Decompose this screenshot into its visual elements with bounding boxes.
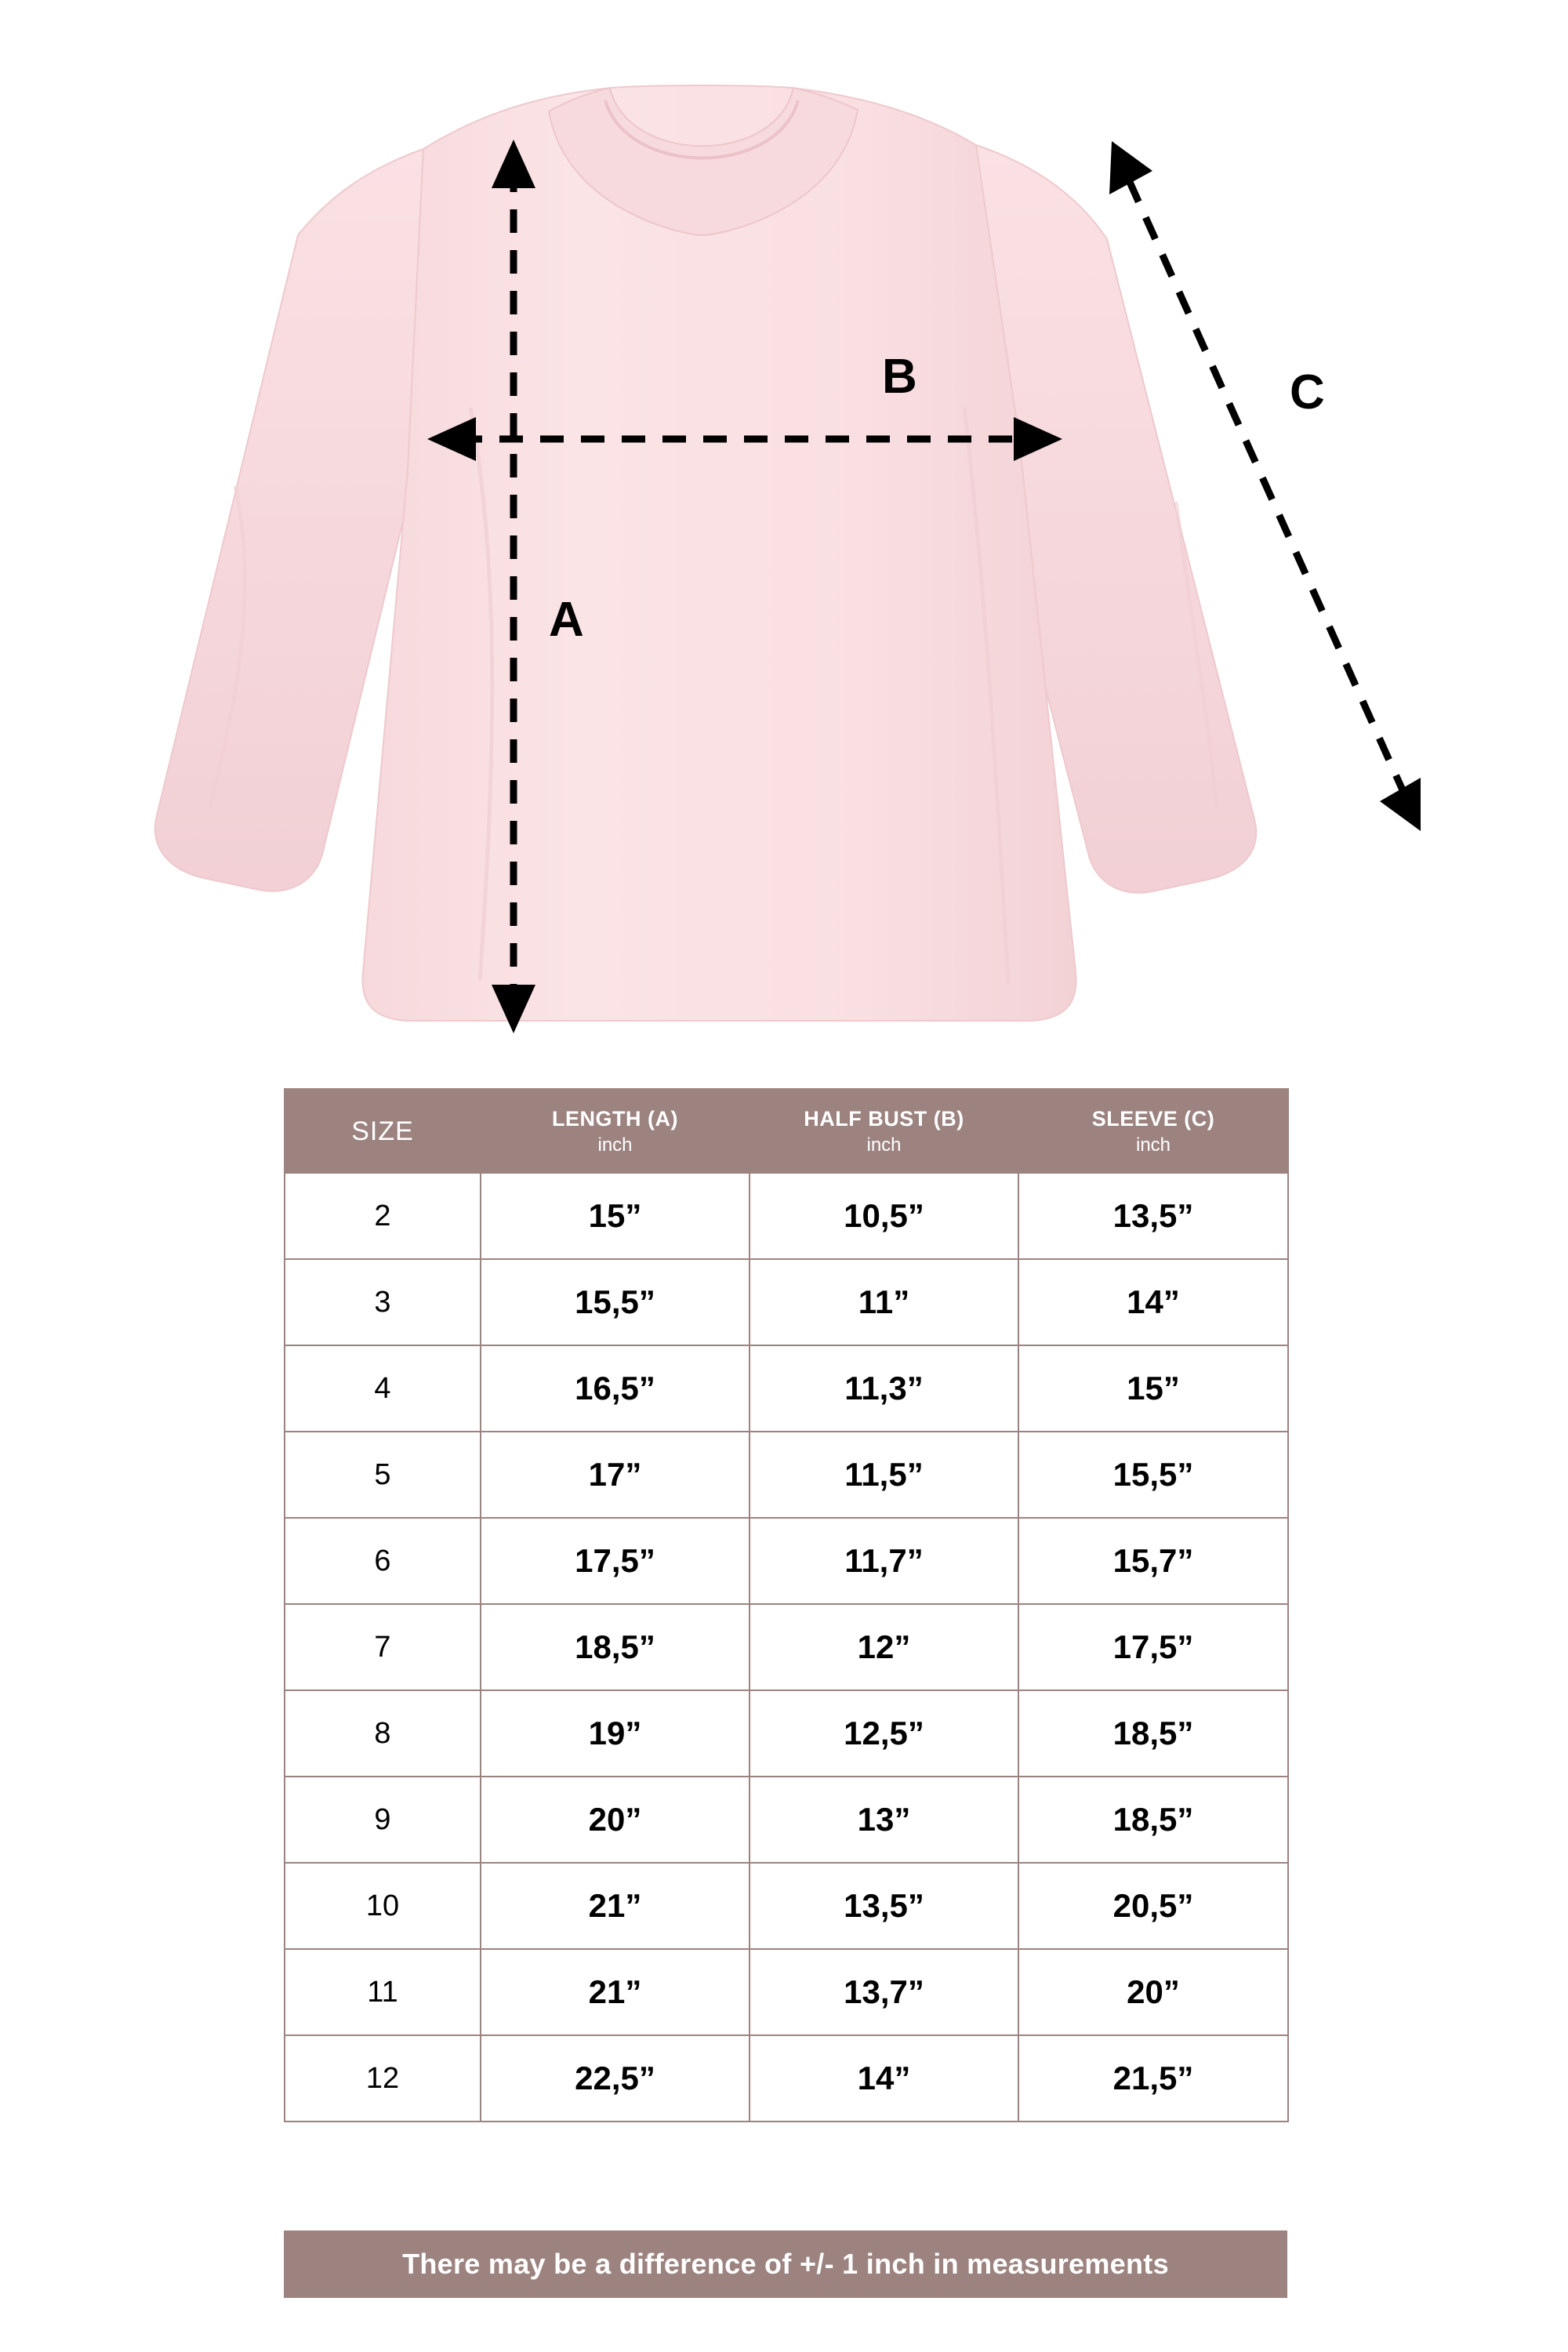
header-length [481,1089,750,1173]
cell-size: 10 [285,1863,481,1949]
cell-length: 21” [481,1863,750,1949]
header-half-bust-main: HALF BUST (B) [804,1107,964,1131]
cell-half-bust: 11” [750,1259,1018,1345]
cell-length: 18,5” [481,1604,750,1690]
cell-size: 9 [285,1777,481,1863]
cell-length: 15,5” [481,1259,750,1345]
cell-sleeve: 21,5” [1018,2035,1288,2122]
header-length-unit: inch [597,1134,633,1156]
cell-sleeve: 20,5” [1018,1863,1288,1949]
cell-size: 3 [285,1259,481,1345]
cell-half-bust: 13,7” [750,1949,1018,2035]
table-row [285,1604,1288,1690]
cell-size: 8 [285,1690,481,1777]
cell-sleeve: 17,5” [1018,1604,1288,1690]
cell-length: 20” [481,1777,750,1863]
cell-sleeve: 15” [1018,1345,1288,1432]
cell-sleeve: 15,5” [1018,1432,1288,1518]
cell-half-bust: 13,5” [750,1863,1018,1949]
cell-sleeve: 14” [1018,1259,1288,1345]
cell-half-bust: 11,7” [750,1518,1018,1604]
table-row [285,2035,1288,2122]
table-row [285,1949,1288,2035]
size-chart-table-wrapper [284,1088,1287,2122]
cell-half-bust: 10,5” [750,1173,1018,1259]
cell-half-bust: 12,5” [750,1690,1018,1777]
table-row [285,1432,1288,1518]
label-half-bust-b: B [882,350,917,404]
table-row [285,1345,1288,1432]
table-body [285,1173,1288,2122]
cell-sleeve: 18,5” [1018,1777,1288,1863]
size-chart-table [284,1088,1289,2122]
table-row [285,1173,1288,1259]
header-size-main: SIZE [351,1116,414,1146]
cell-length: 22,5” [481,2035,750,2122]
cell-length: 15” [481,1173,750,1259]
table-header-row [285,1089,1288,1173]
cell-size: 12 [285,2035,481,2122]
table-row [285,1259,1288,1345]
cell-size: 5 [285,1432,481,1518]
table-row [285,1690,1288,1777]
cell-sleeve: 15,7” [1018,1518,1288,1604]
cell-sleeve: 18,5” [1018,1690,1288,1777]
garment-illustration [0,0,1568,1098]
table-row [285,1518,1288,1604]
cell-size: 4 [285,1345,481,1432]
table-row [285,1777,1288,1863]
header-sleeve-main: SLEEVE (C) [1091,1107,1215,1131]
table-row [285,1863,1288,1949]
label-sleeve-c: C [1290,365,1325,419]
cell-sleeve: 20” [1018,1949,1288,2035]
cell-sleeve: 13,5” [1018,1173,1288,1259]
header-sleeve [1018,1089,1288,1173]
header-size [285,1089,481,1173]
cell-length: 19” [481,1690,750,1777]
cell-length: 21” [481,1949,750,2035]
cell-length: 17,5” [481,1518,750,1604]
garment-diagram [0,0,1568,1098]
header-half-bust [750,1089,1018,1173]
cell-half-bust: 13” [750,1777,1018,1863]
cell-half-bust: 12” [750,1604,1018,1690]
cell-size: 2 [285,1173,481,1259]
cell-size: 6 [285,1518,481,1604]
measurement-tolerance-note: There may be a difference of +/- 1 inch in measurements [284,2230,1287,2298]
cell-size: 11 [285,1949,481,2035]
cell-half-bust: 11,5” [750,1432,1018,1518]
label-length-a: A [549,593,584,647]
cell-half-bust: 11,3” [750,1345,1018,1432]
cell-size: 7 [285,1604,481,1690]
table-header [285,1089,1288,1173]
cell-length: 17” [481,1432,750,1518]
cell-length: 16,5” [481,1345,750,1432]
header-sleeve-unit: inch [1135,1134,1171,1156]
header-length-main: LENGTH (A) [552,1107,678,1131]
cell-half-bust: 14” [750,2035,1018,2122]
header-half-bust-unit: inch [866,1134,902,1156]
